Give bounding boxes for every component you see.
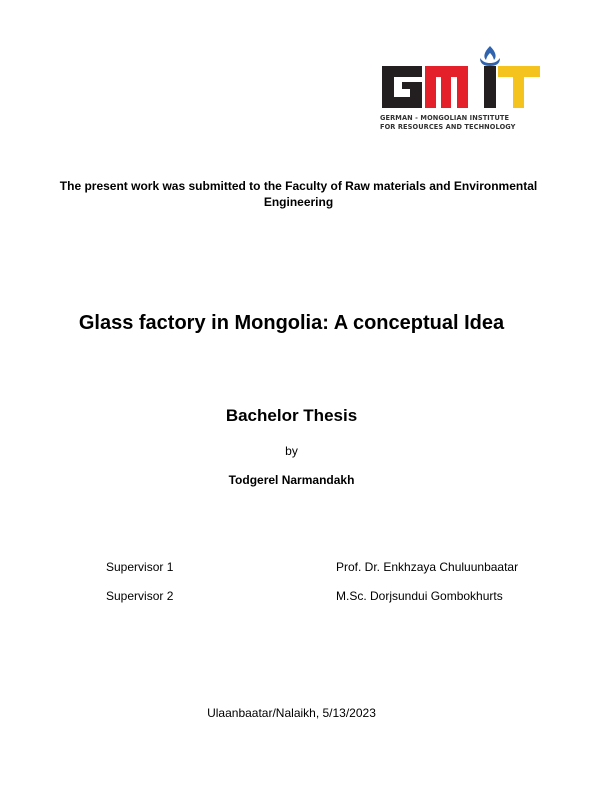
by-label: by bbox=[285, 444, 298, 458]
supervisor-2-name: M.Sc. Dorjsundui Gombokhurts bbox=[336, 589, 503, 603]
place-and-date: Ulaanbaatar/Nalaikh, 5/13/2023 bbox=[207, 706, 376, 720]
flame-icon bbox=[484, 46, 495, 60]
submission-statement: The present work was submitted to the Faculty of Raw materials and Environmental Engineering bbox=[59, 179, 538, 209]
supervisor-1-label: Supervisor 1 bbox=[106, 560, 174, 574]
logo-letter-m bbox=[425, 66, 468, 108]
gmit-logo-mark bbox=[380, 44, 542, 114]
supervisor-2-label: Supervisor 2 bbox=[106, 589, 174, 603]
logo-caption-line-1: GERMAN - MONGOLIAN INSTITUTE bbox=[380, 114, 510, 122]
supervisor-1-name: Prof. Dr. Enkhzaya Chuluunbaatar bbox=[336, 560, 519, 574]
logo-letter-i bbox=[484, 66, 496, 108]
logo-letter-g bbox=[382, 66, 422, 108]
author-name: Todgerel Narmandakh bbox=[228, 473, 355, 487]
logo-caption-line-2: FOR RESOURCES AND TECHNOLOGY bbox=[380, 123, 516, 131]
gmit-logo bbox=[380, 44, 542, 136]
logo-caption bbox=[380, 114, 542, 132]
thesis-title: Glass factory in Mongolia: A conceptual Idea bbox=[78, 312, 505, 334]
logo-letter-t bbox=[498, 66, 540, 108]
flame-base-icon bbox=[480, 58, 500, 66]
thesis-type: Bachelor Thesis bbox=[225, 406, 358, 425]
